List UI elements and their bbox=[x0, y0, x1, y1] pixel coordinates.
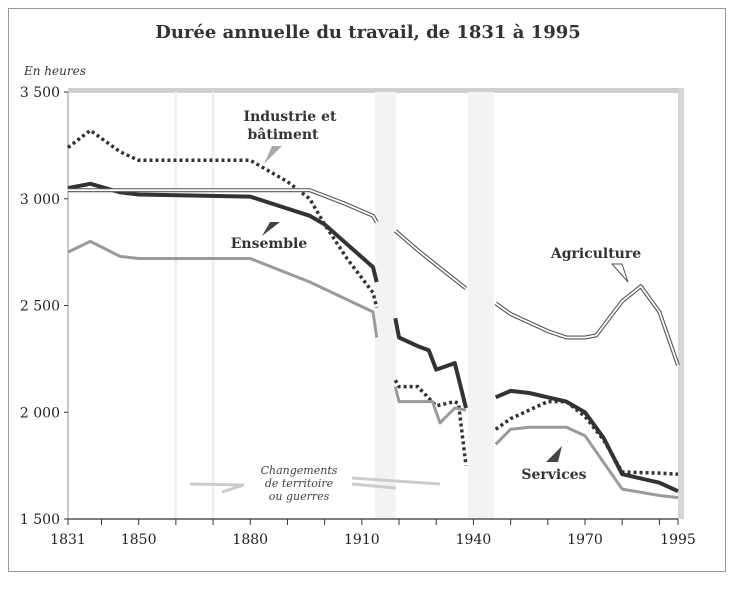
series-label-ensemble: Ensemble bbox=[230, 236, 308, 252]
pointer-services bbox=[546, 446, 562, 462]
x-tick-label: 1995 bbox=[660, 532, 696, 548]
series-line-services bbox=[395, 387, 466, 423]
plot-right-band bbox=[678, 88, 684, 519]
chart-title: Durée annuelle du travail, de 1831 à 1995 bbox=[155, 22, 581, 43]
x-tick-label: 1850 bbox=[120, 532, 157, 548]
territory-war-band bbox=[468, 92, 494, 519]
band-note-line-3: ou guerres bbox=[268, 490, 330, 503]
x-tick-label: 1910 bbox=[344, 532, 380, 548]
band-note-arrow-right bbox=[352, 478, 440, 488]
series-line-services bbox=[496, 427, 678, 497]
series-line-agriculture-inner bbox=[395, 231, 466, 289]
x-tick-label: 1970 bbox=[567, 532, 603, 548]
x-tick-label: 1831 bbox=[50, 532, 86, 548]
pointer-ensemble bbox=[262, 222, 280, 236]
territory-war-band bbox=[375, 92, 395, 519]
series-line-services bbox=[68, 241, 377, 337]
series-line-industrie-et-b-timent bbox=[395, 380, 466, 465]
series-line-industrie-et-b-timent bbox=[68, 130, 377, 307]
y-tick-label: 2 000 bbox=[19, 405, 60, 422]
y-axis-unit-label: En heures bbox=[24, 64, 86, 78]
series-label-industrie: Industrie et bbox=[243, 109, 337, 125]
band-note-arrow-left bbox=[190, 484, 244, 492]
y-tick-label: 2 500 bbox=[19, 298, 60, 315]
series-label-batiment: bâtiment bbox=[247, 127, 319, 143]
series-line-agriculture bbox=[496, 286, 678, 365]
y-tick-label: 3 000 bbox=[19, 191, 60, 208]
pointer-agriculture bbox=[612, 264, 628, 282]
series-label-agriculture: Agriculture bbox=[550, 246, 642, 262]
series-line-ensemble bbox=[395, 318, 466, 408]
band-note-line-2: de territoire bbox=[264, 477, 334, 490]
pointer-industrie bbox=[264, 146, 282, 164]
y-tick-label: 3 500 bbox=[19, 85, 60, 101]
band-note-line-1: Changements bbox=[260, 464, 338, 477]
y-tick-label: 1 500 bbox=[19, 512, 60, 528]
x-tick-label: 1880 bbox=[232, 532, 269, 548]
x-tick-label: 1940 bbox=[455, 532, 492, 548]
series-label-services: Services bbox=[521, 467, 587, 483]
